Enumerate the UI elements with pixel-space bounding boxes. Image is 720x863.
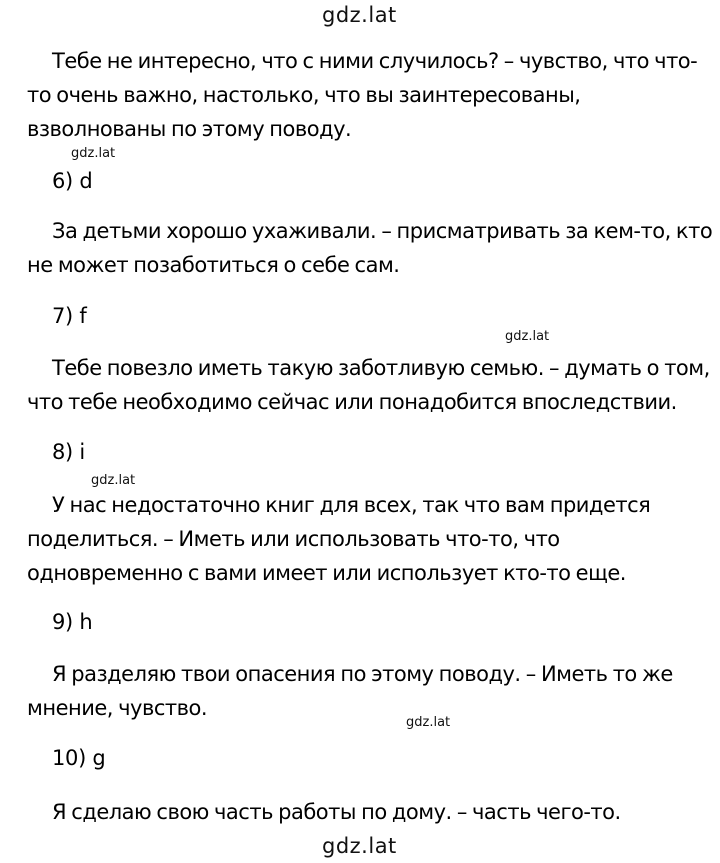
paragraph-10 bbox=[27, 795, 699, 829]
paragraph-8 bbox=[27, 488, 699, 590]
paragraph-5 bbox=[27, 44, 699, 146]
watermark-3: gdz.lat bbox=[91, 473, 136, 488]
watermark-4: gdz.lat bbox=[406, 715, 451, 730]
watermark-2: gdz.lat bbox=[505, 329, 550, 344]
paragraph-line: За детьми хорошо ухаживали. – присматривать за кем-то, кто bbox=[52, 219, 713, 243]
paragraph-line: мнение, чувство. bbox=[27, 696, 208, 720]
answer-number-8: 8) i bbox=[52, 440, 85, 464]
paragraph-line: Тебе не интересно, что с ними случилось? – чувство, что что- bbox=[52, 49, 698, 73]
paragraph-line: Я сделаю свою часть работы по дому. – часть чего-то. bbox=[52, 800, 621, 824]
watermark-top: gdz.lat bbox=[322, 3, 397, 27]
paragraph-7 bbox=[27, 351, 710, 419]
paragraph-line: Тебе повезло иметь такую заботливую семью. – думать о том, bbox=[52, 356, 710, 380]
paragraph-line: Я разделяю твои опасения по этому поводу. – Иметь то же bbox=[52, 662, 673, 686]
paragraph-6 bbox=[27, 214, 713, 282]
watermark-1: gdz.lat bbox=[71, 146, 116, 161]
answer-number-10: 10) g bbox=[52, 746, 106, 770]
answer-number-6: 6) d bbox=[52, 169, 93, 193]
paragraph-line: взволнованы по этому поводу. bbox=[27, 117, 352, 141]
paragraph-line: У нас недостаточно книг для всех, так что вам придется bbox=[52, 493, 651, 517]
answer-number-9: 9) h bbox=[52, 610, 93, 634]
paragraph-line: то очень важно, настолько, что вы заинтересованы, bbox=[27, 83, 581, 107]
watermark-bottom: gdz.lat bbox=[322, 834, 397, 858]
paragraph-line: не может позаботиться о себе сам. bbox=[27, 253, 400, 277]
paragraph-9 bbox=[27, 657, 699, 725]
paragraph-line: одновременно с вами имеет или использует кто-то еще. bbox=[27, 561, 626, 585]
answer-number-7: 7) f bbox=[52, 304, 87, 328]
paragraph-line: что тебе необходимо сейчас или понадобится впоследствии. bbox=[27, 390, 677, 414]
paragraph-line: поделиться. – Иметь или использовать что-то, что bbox=[27, 527, 560, 551]
